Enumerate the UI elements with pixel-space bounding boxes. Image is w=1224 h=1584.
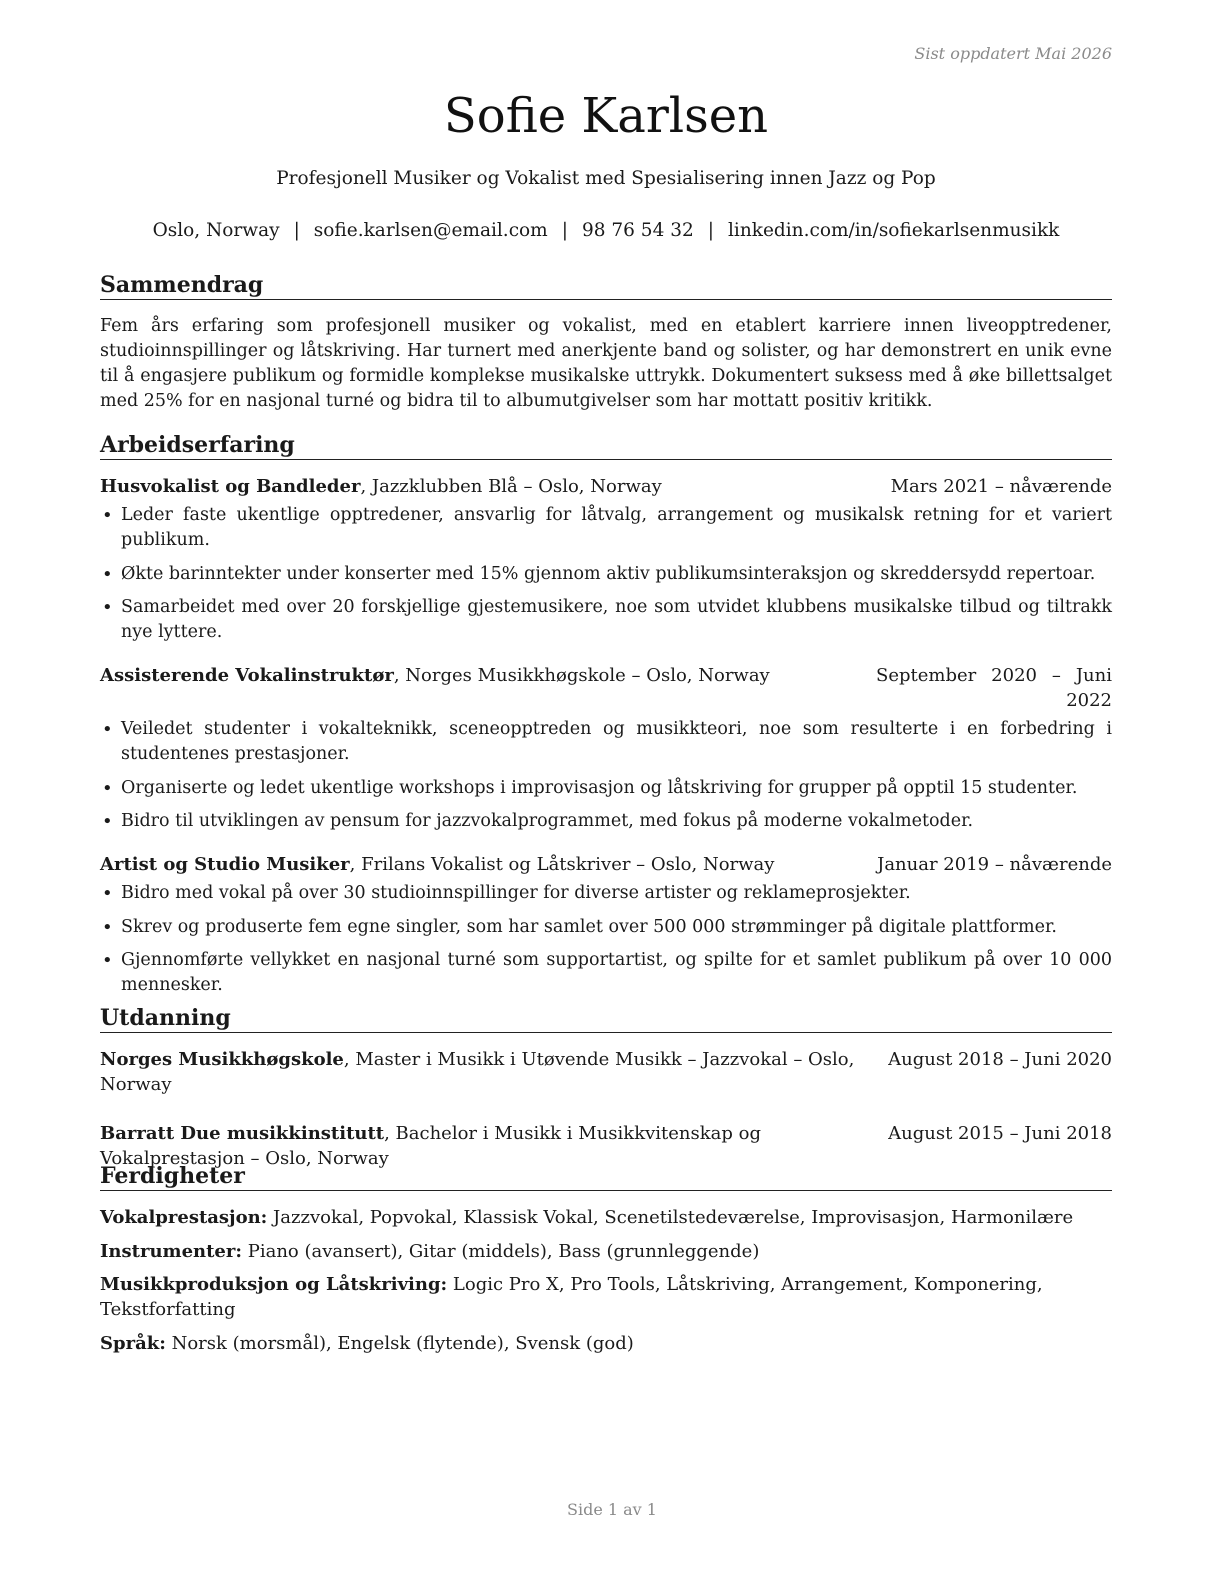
headline: Profesjonell Musiker og Vokalist med Spesialisering innen Jazz og Pop: [276, 168, 936, 189]
skill-row: [100, 1331, 1112, 1356]
bullet-item: • Økte barinntekter under konserter med 15% gjennom aktiv publikumsinteraksjon og skreddersydd repertoar.: [100, 562, 1112, 587]
section-title: Ferdigheter: [100, 1162, 1112, 1191]
skill-value: Logic Pro X, Pro Tools, Låtskriving, Arrangement, Komponering, Tekstforfatting: [100, 1274, 1043, 1320]
experience-section: [100, 431, 1112, 1007]
job-role: Assisterende Vokalinstruktør: [100, 665, 394, 686]
contact-separator: |: [561, 220, 568, 241]
contact-phone: 98 76 54 32: [581, 220, 694, 241]
job-bullets: [100, 881, 1112, 998]
skill-row: [100, 1272, 1112, 1322]
last-updated: Sist oppdatert Mai 2026: [914, 44, 1112, 63]
skill-label: Vokalprestasjon:: [100, 1207, 268, 1228]
skill-label: Språk:: [100, 1332, 166, 1354]
job-role: Husvokalist og Bandleder: [100, 476, 361, 497]
job-header: [100, 852, 1112, 877]
job-dates: September 2020 – Juni 2022: [876, 665, 1112, 711]
skill-value: Jazzvokal, Popvokal, Klassisk Vokal, Scenetilstedeværelse, Improvisasjon, Harmonilære: [267, 1207, 1074, 1228]
job-org: , Jazzklubben Blå – Oslo, Norway: [360, 476, 662, 497]
skill-row: [100, 1239, 1112, 1264]
bullet-item: • Veiledet studenter i vokalteknikk, sceneopptreden og musikkteori, noe som resulterte i en forbedring i studentenes prestasjoner.: [100, 717, 1112, 767]
skill-label: Instrumenter:: [100, 1240, 243, 1262]
degree-detail: , Master i Musikk i Utøvende Musikk – Jazzvokal – Oslo, Norway: [100, 1049, 855, 1095]
candidate-name: Sofie Karlsen: [443, 88, 769, 144]
bullet-item: • Bidro til utviklingen av pensum for jazzvokalprogrammet, med fokus på moderne vokalmetoder.: [100, 809, 1112, 834]
skill-row: [100, 1205, 1112, 1230]
bullet-item: • Skrev og produserte fem egne singler, som har samlet over 500 000 strømminger på digitale plattformer.: [100, 915, 1112, 940]
education-dates: August 2018 – Juni 2020: [888, 1049, 1112, 1070]
bullet-item: • Gjennomførte vellykket en nasjonal turné som supportartist, og spilte for et samlet publikum på over 10 000 mennesker.: [100, 948, 1112, 998]
contact-separator: |: [707, 220, 715, 241]
bullet-item: • Samarbeidet med over 20 forskjellige gjestemusikere, noe som utvidet klubbens musikalske tilbud og tiltrakk nye lyttere.: [100, 595, 1112, 645]
section-title: Sammendrag: [100, 271, 1112, 300]
school-name: Barratt Due musikkinstitutt: [100, 1123, 385, 1144]
job-dates: Mars 2021 – nåværende: [890, 476, 1112, 497]
contact-separator: |: [293, 220, 300, 241]
job-org: , Norges Musikkhøgskole – Oslo, Norway: [393, 665, 770, 686]
skill-value: Norsk (morsmål), Engelsk (flytende), Svensk (god): [165, 1332, 634, 1354]
job-bullets: [100, 717, 1112, 834]
job-header: [100, 663, 1112, 713]
summary-text: Fem års erfaring som profesjonell musiker og vokalist, med en etablert karriere innen liveopptredener, studioinnspillinger og låtskriving. Har turnert med anerkjente band og solister, og har demonstrert en unik evne til å engasjere publikum og formidle komplekse musikalske uttrykk. Dokumentert suksess med å øke billettsalget med 25% for en nasjonal turné og bidra til to albumutgivelser som har mottatt positiv kritikk.: [100, 316, 1112, 411]
resume-page: [100, 0, 1112, 1584]
summary-section: [100, 271, 1112, 414]
section-title: Arbeidserfaring: [100, 431, 1112, 460]
job-entry: [100, 474, 1112, 645]
contact-location: Oslo, Norway: [152, 220, 280, 241]
bullet-item: • Organiserte og ledet ukentlige workshops i improvisasjon og låtskriving for grupper på opptil 15 studenter.: [100, 776, 1112, 801]
job-role: Artist og Studio Musiker: [100, 854, 350, 875]
contact-email[interactable]: sofie.karlsen@email.com: [313, 220, 548, 241]
skill-value: Piano (avansert), Gitar (middels), Bass (grunnleggende): [242, 1240, 760, 1262]
job-entry: [100, 663, 1112, 834]
job-header: [100, 474, 1112, 499]
page-number: Side 1 av 1: [567, 1500, 657, 1519]
job-dates: Januar 2019 – nåværende: [877, 854, 1112, 875]
skills-section: [100, 1162, 1112, 1364]
section-title: Utdanning: [100, 1004, 1112, 1033]
degree-detail: , Bachelor i Musikk i Musikkvitenskap og Vokalprestasjon – Oslo, Norway: [100, 1123, 761, 1169]
job-bullets: [100, 503, 1112, 645]
bullet-item: • Leder faste ukentlige opptredener, ansvarlig for låtvalg, arrangement og musikalsk retning for et variert publikum.: [100, 503, 1112, 553]
job-org: , Frilans Vokalist og Låtskriver – Oslo, Norway: [349, 854, 775, 875]
bullet-item: • Bidro med vokal på over 30 studioinnspillinger for diverse artister og reklameprosjekter.: [100, 881, 1112, 906]
education-entry: [100, 1047, 1112, 1097]
school-name: Norges Musikkhøgskole: [100, 1049, 344, 1070]
education-section: [100, 1004, 1112, 1171]
job-entry: [100, 852, 1112, 998]
contact-linkedin[interactable]: linkedin.com/in/sofiekarlsenmusikk: [728, 220, 1060, 241]
skill-label: Musikkproduksjon og Låtskriving:: [100, 1274, 448, 1295]
contact-line: [100, 219, 1112, 243]
education-dates: August 2015 – Juni 2018: [888, 1123, 1112, 1144]
